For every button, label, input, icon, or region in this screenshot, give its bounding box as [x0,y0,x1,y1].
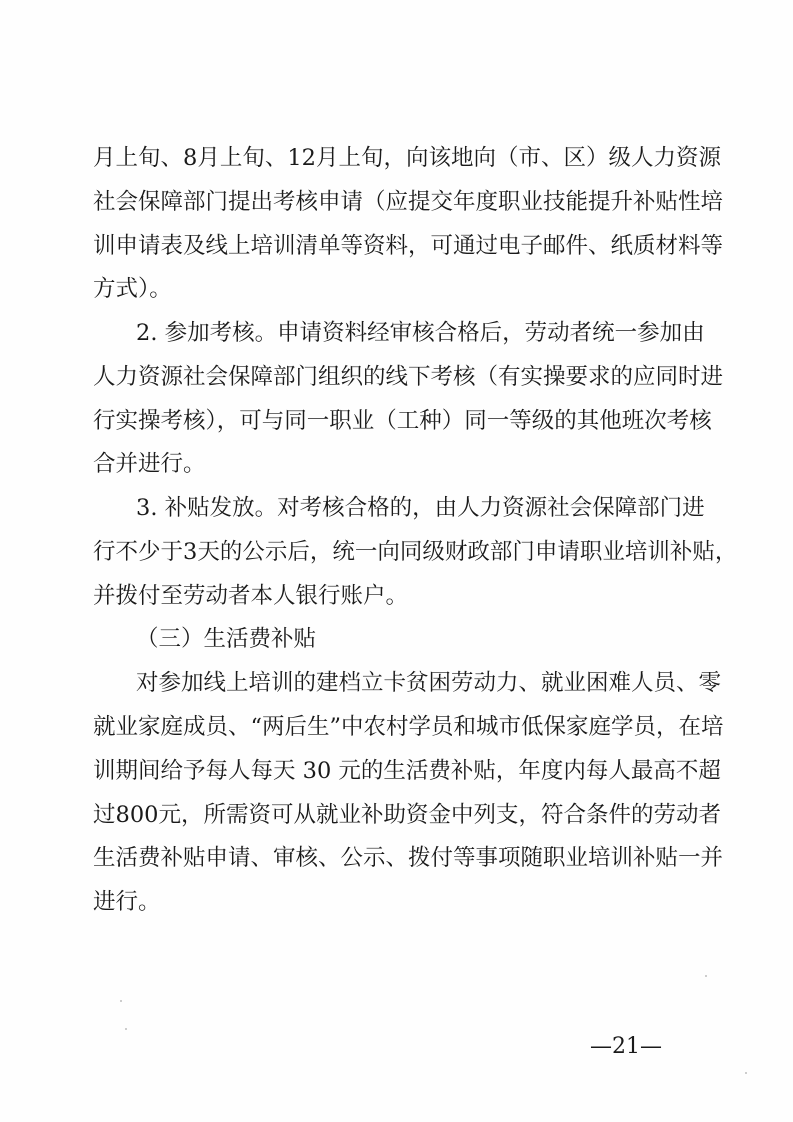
item-3-line-2: 行不少于3天的公示后，统一向同级财政部门申请职业培训补贴， [93,539,738,565]
body-line-2: 社会保障部门提出考核申请（应提交年度职业技能提升补贴性培 [93,189,724,215]
para-line-1: 对参加线上培训的建档立卡贫困劳动力、就业困难人员、零 [136,670,722,696]
body-line-4: 方式）。 [93,276,172,302]
item-3-line-3: 并拨付至劳动者本人银行账户。 [93,583,409,609]
scan-speck [745,1072,747,1074]
para-line-2: 就业家庭成员、“两后生”中农村学员和城市低保家庭学员，在培 [93,714,724,740]
scan-speck [120,1000,122,1002]
item-2-line-3: 行实操考核），可与同一职业（工种）同一等级的其他班次考核 [93,408,712,434]
para-line-3: 训期间给予每人每天 30 元的生活费补贴，年度内每人最高不超 [93,758,721,784]
para-line-5: 生活费补贴申请、审核、公示、拨付等事项随职业培训补贴一并 [93,845,724,871]
item-2-line-2: 人力资源社会保障部门组织的线下考核（有实操要求的应同时进 [93,364,724,390]
body-line-1: 月上旬、8月上旬、12月上旬，向该地向（市、区）级人力资源 [93,145,721,171]
body-line-3: 训申请表及线上培训清单等资料，可通过电子邮件、纸质材料等 [93,233,724,259]
item-2-line-4: 合并进行。 [93,451,206,477]
section-heading: （三）生活费补贴 [136,626,317,652]
para-line-4: 过800元，所需资可从就业补助资金中列支，符合条件的劳动者 [93,802,721,828]
page-number: —21— [590,1034,662,1059]
scan-speck [125,1028,127,1030]
item-3-line-1: 3. 补贴发放。对考核合格的，由人力资源社会保障部门进 [136,495,705,521]
item-2-line-1: 2. 参加考核。申请资料经审核合格后，劳动者统一参加由 [136,320,705,346]
para-line-6: 进行。 [93,889,161,915]
scan-speck [705,975,707,977]
